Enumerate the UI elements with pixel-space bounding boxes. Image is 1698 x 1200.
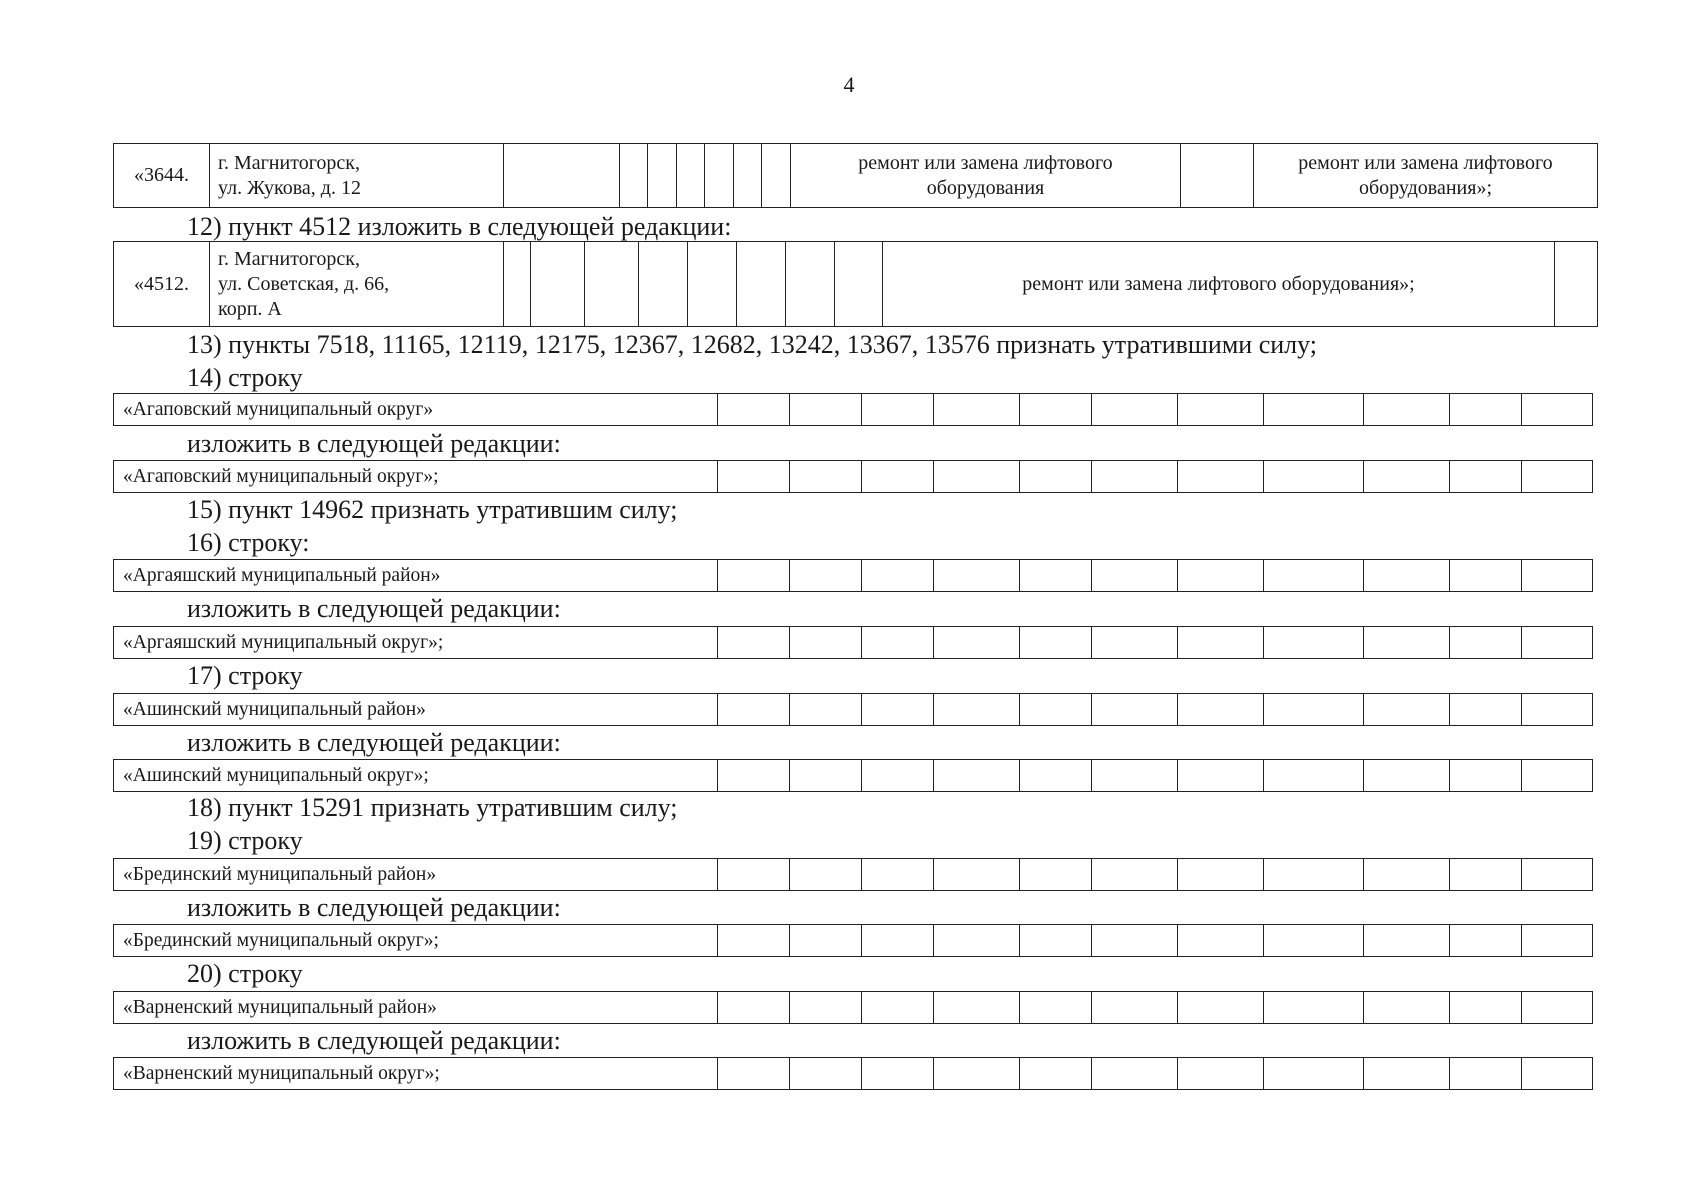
empty-cell xyxy=(1364,992,1450,1024)
empty-cell xyxy=(1020,925,1092,957)
empty-cell xyxy=(1178,694,1264,726)
empty-cell xyxy=(1092,992,1178,1024)
region-row-table xyxy=(113,393,1593,426)
empty-cell xyxy=(1364,627,1450,659)
region-name: «Аргаяшский муниципальный район» xyxy=(114,560,718,592)
empty-cell xyxy=(762,144,791,208)
empty-cell xyxy=(1264,925,1364,957)
region-name: «Брединский муниципальный округ»; xyxy=(114,925,718,957)
empty-cell xyxy=(934,760,1020,792)
region-row-table xyxy=(113,858,1593,891)
empty-cell xyxy=(1092,627,1178,659)
edit-16: изложить в следующей редакции: xyxy=(187,594,561,623)
empty-cell xyxy=(1450,1058,1522,1090)
empty-cell xyxy=(1178,992,1264,1024)
empty-cell xyxy=(790,859,862,891)
empty-cell xyxy=(1450,394,1522,426)
empty-cell xyxy=(790,461,862,493)
empty-cell xyxy=(531,242,585,327)
empty-cell xyxy=(1092,394,1178,426)
empty-cell xyxy=(1522,560,1593,592)
address-line: корп. А xyxy=(218,297,282,320)
empty-cell xyxy=(1522,925,1593,957)
empty-cell xyxy=(648,144,677,208)
empty-cell xyxy=(1450,760,1522,792)
item-address xyxy=(210,144,504,208)
region-row-table xyxy=(113,460,1593,493)
edit-19: изложить в следующей редакции: xyxy=(187,893,561,922)
address-line: г. Магнитогорск, xyxy=(218,151,360,174)
address-line: ул. Жукова, д. 12 xyxy=(218,176,361,199)
empty-cell xyxy=(1264,461,1364,493)
empty-cell xyxy=(737,242,786,327)
clause-15: 15) пункт 14962 признать утратившим силу; xyxy=(187,495,678,524)
empty-cell xyxy=(934,694,1020,726)
region-name: «Агаповский муниципальный округ»; xyxy=(114,461,718,493)
region-name: «Варненский муниципальный округ»; xyxy=(114,1058,718,1090)
edit-17: изложить в следующей редакции: xyxy=(187,728,561,757)
empty-cell xyxy=(862,461,934,493)
empty-cell xyxy=(1020,461,1092,493)
empty-cell xyxy=(1178,925,1264,957)
work-line: ремонт или замена лифтового xyxy=(1298,151,1553,174)
clause-13: 13) пункты 7518, 11165, 12119, 12175, 12367, 12682, 13242, 13367, 13576 признать утратившими силу; xyxy=(187,330,1318,359)
empty-cell xyxy=(718,461,790,493)
edit-14: изложить в следующей редакции: xyxy=(187,429,561,458)
empty-cell xyxy=(620,144,648,208)
region-row-table xyxy=(113,693,1593,726)
empty-cell xyxy=(1092,925,1178,957)
empty-cell xyxy=(1020,760,1092,792)
item-number: «3644. xyxy=(114,144,210,208)
clause-17: 17) строку xyxy=(187,661,303,690)
empty-cell xyxy=(1092,859,1178,891)
empty-cell xyxy=(1555,242,1598,327)
work-line: ремонт или замена лифтового xyxy=(858,151,1113,174)
empty-cell xyxy=(677,144,705,208)
address-line: г. Магнитогорск, xyxy=(218,247,360,270)
empty-cell xyxy=(1364,859,1450,891)
empty-cell xyxy=(862,925,934,957)
empty-cell xyxy=(1450,925,1522,957)
empty-cell xyxy=(862,1058,934,1090)
empty-cell xyxy=(1178,1058,1264,1090)
empty-cell xyxy=(1364,1058,1450,1090)
empty-cell xyxy=(1522,992,1593,1024)
table-item-4512 xyxy=(113,241,1598,327)
empty-cell xyxy=(1364,760,1450,792)
empty-cell xyxy=(1178,859,1264,891)
empty-cell xyxy=(862,394,934,426)
empty-cell xyxy=(1450,560,1522,592)
empty-cell xyxy=(718,560,790,592)
empty-cell xyxy=(1178,560,1264,592)
item-address xyxy=(210,242,504,327)
empty-cell xyxy=(718,760,790,792)
region-row-table xyxy=(113,1057,1593,1090)
empty-cell xyxy=(1178,760,1264,792)
empty-cell xyxy=(934,992,1020,1024)
empty-cell xyxy=(1364,694,1450,726)
empty-cell xyxy=(1450,627,1522,659)
empty-cell xyxy=(1522,627,1593,659)
empty-cell xyxy=(639,242,688,327)
empty-cell xyxy=(1020,394,1092,426)
work-type xyxy=(791,144,1181,208)
empty-cell xyxy=(790,694,862,726)
empty-cell xyxy=(1264,627,1364,659)
empty-cell xyxy=(934,925,1020,957)
empty-cell xyxy=(1020,627,1092,659)
empty-cell xyxy=(1092,1058,1178,1090)
empty-cell xyxy=(790,760,862,792)
region-row-table xyxy=(113,626,1593,659)
empty-cell xyxy=(1450,694,1522,726)
empty-cell xyxy=(1450,461,1522,493)
empty-cell xyxy=(1522,859,1593,891)
clause-16: 16) строку: xyxy=(187,528,310,557)
work-line: оборудования xyxy=(926,176,1045,199)
empty-cell xyxy=(1522,1058,1593,1090)
region-name: «Брединский муниципальный район» xyxy=(114,859,718,891)
empty-cell xyxy=(718,627,790,659)
empty-cell xyxy=(1020,560,1092,592)
empty-cell xyxy=(718,394,790,426)
table-item-3644 xyxy=(113,143,1598,208)
clause-18: 18) пункт 15291 признать утратившим силу; xyxy=(187,793,678,822)
empty-cell xyxy=(790,560,862,592)
empty-cell xyxy=(1264,992,1364,1024)
item-number: «4512. xyxy=(114,242,210,327)
empty-cell xyxy=(1020,694,1092,726)
empty-cell xyxy=(1264,859,1364,891)
region-name: «Варненский муниципальный район» xyxy=(114,992,718,1024)
empty-cell xyxy=(1522,760,1593,792)
region-name: «Ашинский муниципальный округ»; xyxy=(114,760,718,792)
empty-cell xyxy=(790,1058,862,1090)
empty-cell xyxy=(862,760,934,792)
region-row-table xyxy=(113,991,1593,1024)
empty-cell xyxy=(1020,992,1092,1024)
empty-cell xyxy=(1450,992,1522,1024)
empty-cell xyxy=(718,1058,790,1090)
clause-14: 14) строку xyxy=(187,363,303,392)
empty-cell xyxy=(1364,925,1450,957)
region-name: «Аргаяшский муниципальный округ»; xyxy=(114,627,718,659)
empty-cell xyxy=(1264,560,1364,592)
empty-cell xyxy=(1178,394,1264,426)
empty-cell xyxy=(1522,694,1593,726)
empty-cell xyxy=(734,144,762,208)
empty-cell xyxy=(1181,144,1254,208)
empty-cell xyxy=(1178,627,1264,659)
empty-cell xyxy=(585,242,639,327)
empty-cell xyxy=(504,242,531,327)
empty-cell xyxy=(1020,1058,1092,1090)
clause-12: 12) пункт 4512 изложить в следующей редакции: xyxy=(187,212,732,241)
empty-cell xyxy=(1092,760,1178,792)
region-name: «Ашинский муниципальный район» xyxy=(114,694,718,726)
empty-cell xyxy=(862,560,934,592)
empty-cell xyxy=(1178,461,1264,493)
empty-cell xyxy=(688,242,737,327)
empty-cell xyxy=(1264,394,1364,426)
empty-cell xyxy=(718,925,790,957)
empty-cell xyxy=(934,1058,1020,1090)
empty-cell xyxy=(1522,461,1593,493)
page-number: 4 xyxy=(843,72,855,97)
empty-cell xyxy=(1522,394,1593,426)
empty-cell xyxy=(862,627,934,659)
empty-cell xyxy=(718,859,790,891)
region-row-table xyxy=(113,559,1593,592)
empty-cell xyxy=(1092,461,1178,493)
edit-20: изложить в следующей редакции: xyxy=(187,1026,561,1055)
empty-cell xyxy=(1364,394,1450,426)
empty-cell xyxy=(1092,694,1178,726)
work-line: оборудования»; xyxy=(1358,176,1493,199)
empty-cell xyxy=(1020,859,1092,891)
empty-cell xyxy=(790,627,862,659)
empty-cell xyxy=(862,992,934,1024)
empty-cell xyxy=(1364,560,1450,592)
empty-cell xyxy=(862,859,934,891)
empty-cell xyxy=(835,242,883,327)
empty-cell xyxy=(790,992,862,1024)
empty-cell xyxy=(1264,694,1364,726)
work-type: ремонт или замена лифтового оборудования»; xyxy=(883,242,1555,327)
clause-20: 20) строку xyxy=(187,959,303,988)
empty-cell xyxy=(1264,1058,1364,1090)
empty-cell xyxy=(786,242,835,327)
empty-cell xyxy=(934,461,1020,493)
empty-cell xyxy=(934,394,1020,426)
empty-cell xyxy=(1264,760,1364,792)
empty-cell xyxy=(1450,859,1522,891)
empty-cell xyxy=(862,694,934,726)
empty-cell xyxy=(705,144,734,208)
region-row-table xyxy=(113,759,1593,792)
region-row-table xyxy=(113,924,1593,957)
empty-cell xyxy=(934,560,1020,592)
empty-cell xyxy=(718,992,790,1024)
empty-cell xyxy=(934,859,1020,891)
empty-cell xyxy=(1364,461,1450,493)
empty-cell xyxy=(790,925,862,957)
empty-cell xyxy=(718,694,790,726)
region-name: «Агаповский муниципальный округ» xyxy=(114,394,718,426)
address-line: ул. Советская, д. 66, xyxy=(218,272,390,295)
work-type xyxy=(1254,144,1598,208)
clause-19: 19) строку xyxy=(187,826,303,855)
empty-cell xyxy=(1092,560,1178,592)
empty-cell xyxy=(934,627,1020,659)
empty-cell xyxy=(504,144,620,208)
empty-cell xyxy=(790,394,862,426)
